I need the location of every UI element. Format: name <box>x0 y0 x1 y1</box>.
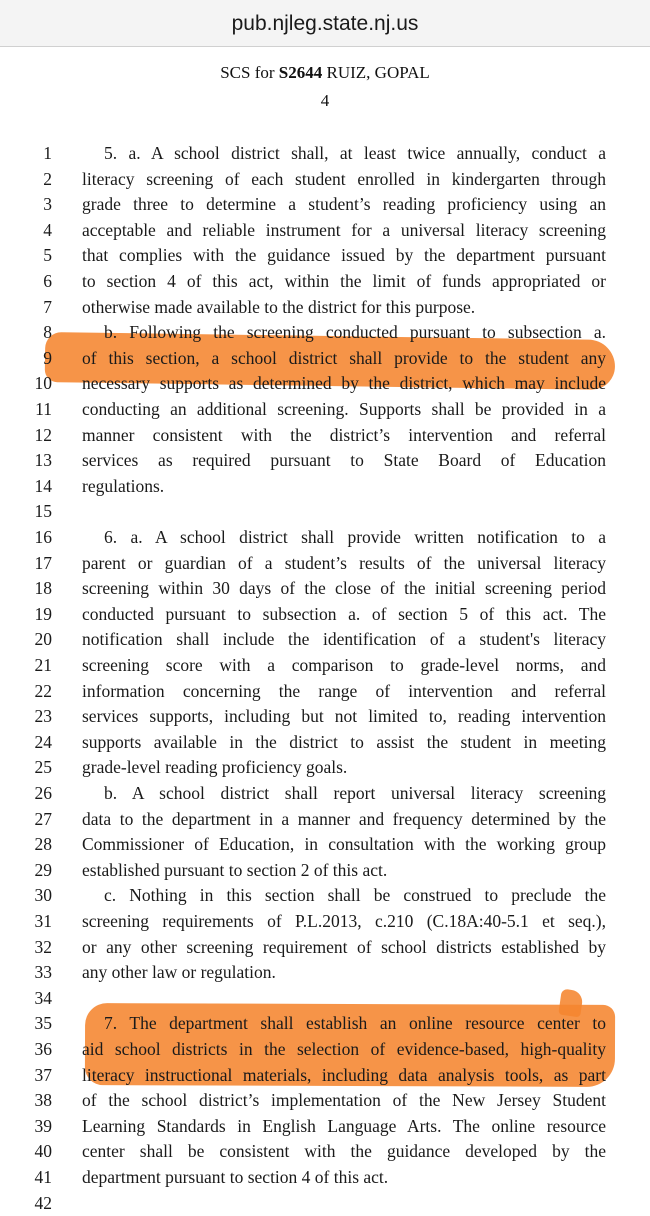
line-text: literacy screening of each student enrolled in kindergarten through <box>82 168 606 189</box>
line-text: grade-level reading proficiency goals. <box>82 757 348 778</box>
line-text: to section 4 of this act, within the limit of funds appropriated or <box>82 271 606 291</box>
line-number: 40 <box>34 1141 52 1162</box>
url-text: pub.njleg.state.nj.us <box>231 12 419 35</box>
line-text: 6. a. A school district shall provide written notification to a <box>104 527 606 547</box>
line-number: 29 <box>34 859 52 880</box>
line-number: 13 <box>34 450 52 471</box>
line-text: any other law or regulation. <box>82 962 276 983</box>
line-text: notification shall include the identification of a student's literacy <box>82 629 606 650</box>
line-number: 25 <box>34 757 52 778</box>
line-number: 38 <box>34 1090 52 1111</box>
line-number: 16 <box>34 527 52 547</box>
line-text: or any other screening requirement of school districts established by <box>82 936 606 957</box>
line-text: manner consistent with the district’s intervention and referral <box>82 424 606 445</box>
line-text: established pursuant to section 2 of this act. <box>82 859 388 880</box>
line-text: of the school district’s implementation of the New Jersey Student <box>82 1090 606 1111</box>
line-text: screening within 30 days of the close of the initial screening period <box>82 578 606 599</box>
line-number: 21 <box>34 655 52 675</box>
line-text: that complies with the guidance issued by the department pursuant <box>82 245 606 266</box>
line-text: information concerning the range of intervention and referral <box>82 680 606 701</box>
page-number: 4 <box>320 91 330 110</box>
line-number: 33 <box>34 962 52 983</box>
line-text: aid school districts in the selection of evidence-based, high-quality <box>82 1039 606 1059</box>
line-number: 31 <box>34 911 52 931</box>
header-prefix: SCS for <box>220 63 275 82</box>
line-text: screening requirements of P.L.2013, c.210 (C.18A:40-5.1 et seq.), <box>82 911 606 931</box>
line-number: 4 <box>43 219 52 240</box>
line-number: 8 <box>43 322 52 343</box>
line-text: necessary supports as determined by the district, which may include <box>82 373 606 394</box>
line-number: 22 <box>34 680 52 701</box>
line-number: 2 <box>43 168 52 189</box>
line-text: department pursuant to section 4 of this act. <box>82 1167 389 1187</box>
line-number: 34 <box>34 987 52 1008</box>
line-number: 19 <box>34 603 52 624</box>
line-number: 32 <box>34 936 52 957</box>
line-text: screening score with a comparison to grade-level norms, and <box>82 655 606 675</box>
line-number: 17 <box>34 552 52 573</box>
line-text: 7. The department shall establish an online resource center to <box>104 1013 606 1034</box>
line-number: 7 <box>43 296 52 317</box>
line-number: 1 <box>43 143 52 163</box>
bill-header <box>0 62 650 84</box>
line-text: conducted pursuant to subsection a. of section 5 of this act. The <box>82 603 606 624</box>
line-text: c. Nothing in this section shall be construed to preclude the <box>104 885 606 906</box>
line-number: 42 <box>34 1192 52 1213</box>
line-number: 15 <box>34 501 52 522</box>
line-text: services supports, including but not limited to, reading intervention <box>82 706 606 727</box>
line-number: 14 <box>34 475 52 496</box>
line-text: 5. a. A school district shall, at least twice annually, conduct a <box>104 143 606 163</box>
line-number: 27 <box>34 808 52 829</box>
line-number: 18 <box>34 578 52 599</box>
line-text: conducting an additional screening. Supports shall be provided in a <box>82 399 606 419</box>
line-number: 37 <box>34 1064 52 1085</box>
line-text: Learning Standards in English Language Arts. The online resource <box>82 1115 606 1136</box>
line-text: acceptable and reliable instrument for a universal literacy screening <box>82 219 606 240</box>
line-text: grade three to determine a student’s reading proficiency using an <box>82 194 606 215</box>
line-number: 28 <box>34 834 52 855</box>
line-number: 3 <box>43 194 52 215</box>
line-text: Commissioner of Education, in consultation with the working group <box>82 834 606 855</box>
line-number: 9 <box>43 347 52 368</box>
line-number: 30 <box>34 885 52 906</box>
line-text: parent or guardian of a student’s results of the universal literacy <box>82 552 606 573</box>
line-number: 26 <box>34 783 52 803</box>
line-number: 20 <box>34 629 52 650</box>
line-text: center shall be consistent with the guidance developed by the <box>82 1141 606 1162</box>
bill-number: S2644 <box>278 63 323 82</box>
line-text: otherwise made available to the district for this purpose. <box>82 296 476 317</box>
line-number: 36 <box>34 1039 52 1059</box>
line-number: 41 <box>34 1167 52 1187</box>
line-number: 6 <box>43 271 52 291</box>
line-text: b. Following the screening conducted pursuant to subsection a. <box>104 322 606 343</box>
line-text: supports available in the district to assist the student in meeting <box>82 731 606 752</box>
line-number: 35 <box>34 1013 52 1034</box>
line-text: of this section, a school district shall provide to the student any <box>82 347 606 368</box>
line-text: regulations. <box>82 475 165 496</box>
line-number: 12 <box>34 424 52 445</box>
line-number: 24 <box>34 731 52 752</box>
line-number: 23 <box>34 706 52 727</box>
browser-address-bar[interactable] <box>0 0 650 47</box>
line-number: 10 <box>34 373 52 394</box>
line-text: b. A school district shall report universal literacy screening <box>104 783 606 803</box>
line-text: literacy instructional materials, including data analysis tools, as part <box>82 1064 606 1085</box>
line-number: 11 <box>35 399 52 419</box>
line-text: services as required pursuant to State Board of Education <box>82 450 606 471</box>
line-number: 39 <box>34 1115 52 1136</box>
line-number: 5 <box>43 245 52 266</box>
line-text: data to the department in a manner and frequency determined by the <box>82 808 606 829</box>
sponsors: RUIZ, GOPAL <box>326 63 430 82</box>
